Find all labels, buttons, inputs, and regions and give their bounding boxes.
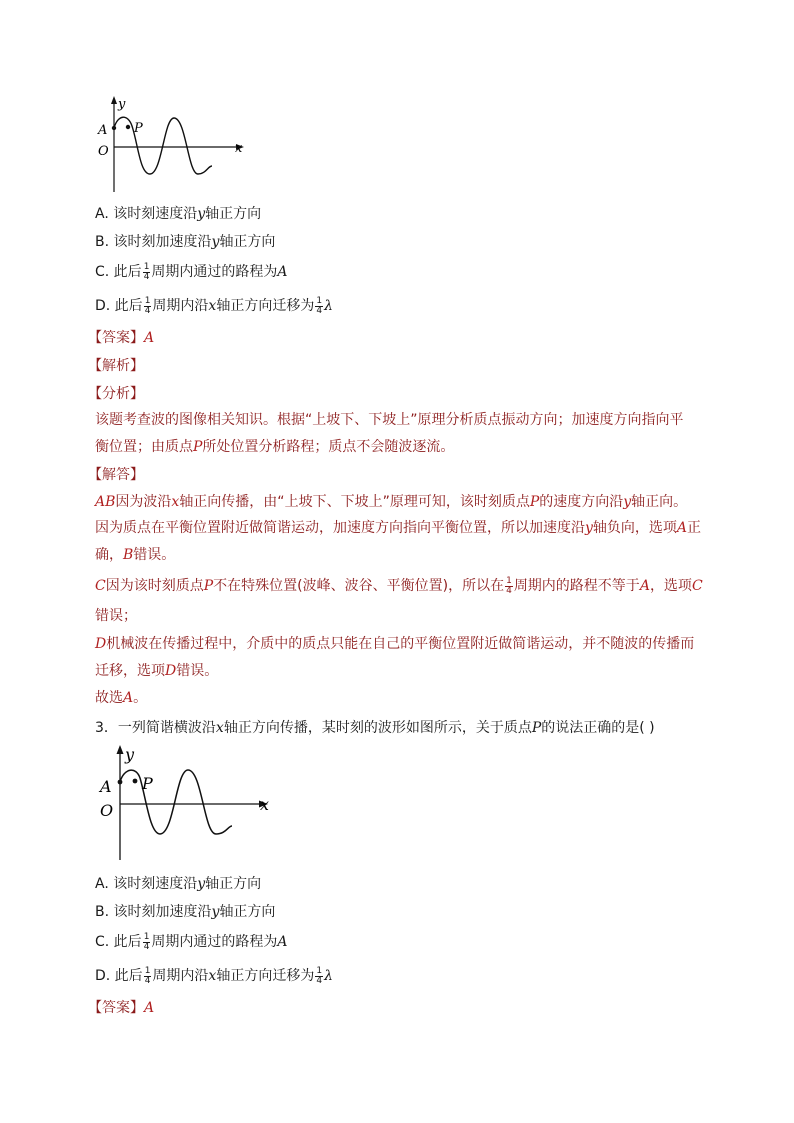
fig1-x-label: x — [235, 141, 243, 156]
fig2-x-label: x — [260, 795, 270, 814]
text-span: 轴正方向传播，某时刻的波形如图所示，关于质点 — [223, 720, 532, 736]
fig1-p-label: P — [134, 121, 143, 136]
fig2-a-label: A — [100, 777, 112, 796]
fig1-y-label: y — [118, 97, 126, 112]
text-span: 因为质点在平衡位置附近做简谐运动，加速度方向指向平衡位置，所以加速度沿 — [95, 520, 585, 536]
option-d-text: D. 此后 — [95, 298, 143, 314]
option-a-text: A. 该时刻速度沿 — [95, 876, 198, 892]
fraction-den: 4 — [316, 975, 323, 986]
fraction-num: 1 — [506, 575, 512, 586]
var-b: B — [123, 547, 134, 563]
wave-figure-2 — [92, 742, 282, 864]
option-d-var: x — [208, 298, 217, 314]
fraction-den: 4 — [316, 305, 323, 316]
q3-option-d — [95, 966, 333, 986]
q3-answer-line — [88, 998, 154, 1018]
fraction-num: 1 — [143, 261, 150, 272]
jieda-label: 【解答】 — [88, 467, 144, 483]
solution-line-7 — [95, 661, 218, 681]
wave-figure-1 — [90, 92, 250, 197]
option-d-var: x — [208, 968, 217, 984]
text-span: 。 — [133, 690, 148, 706]
text-span: 错误。 — [133, 547, 176, 563]
solution-line-4 — [95, 576, 703, 596]
option-b-suffix: 轴正方向 — [219, 234, 276, 250]
answer-label: 【答案】 — [88, 330, 144, 346]
answer-value: A — [144, 330, 155, 346]
var-a: A — [123, 690, 134, 706]
fraction-den: 4 — [144, 975, 151, 986]
q3-option-b — [95, 902, 275, 922]
fig2-o-label: O — [100, 801, 114, 820]
text-span: 所处位置分析路程；质点不会随波逐流。 — [202, 439, 455, 455]
var-p: P — [203, 578, 214, 594]
fenxi-line-1: 该题考查波的图像相关知识。根据“上坡下、下坡上”原理分析质点振动方向；加速度方向指向平 — [95, 412, 684, 428]
q3-option-c — [95, 932, 288, 952]
text-span: 错误。 — [176, 663, 219, 679]
text-span: ，选项 — [649, 578, 692, 594]
text-span: 因为该时刻质点 — [105, 578, 204, 594]
fraction-num: 1 — [144, 965, 151, 976]
option-d-mid: 周期内沿 — [152, 968, 209, 984]
fraction — [144, 967, 152, 986]
text-span: 的说法正确的是( ) — [541, 720, 655, 736]
text-span: 迁移，选项 — [95, 663, 165, 679]
text-span: 3．一列简谐横波沿 — [95, 720, 216, 736]
text-span: 轴正向传播，由“上坡下、下坡上”原理可知，该时刻质点 — [179, 494, 530, 510]
var-x: x — [215, 720, 224, 736]
option-c-var: A — [277, 264, 288, 280]
option-c-text: C. 此后 — [95, 934, 142, 950]
var-ab: AB — [95, 494, 116, 510]
var-p: P — [529, 494, 540, 510]
text-span: 的速度方向沿 — [539, 494, 624, 510]
fraction-num: 1 — [143, 931, 150, 942]
var-p: P — [193, 439, 203, 455]
text-span: 衡位置；由质点 — [95, 439, 193, 455]
fraction-num: 1 — [144, 295, 151, 306]
lambda-symbol: λ — [324, 298, 333, 314]
solution-line-3 — [95, 545, 175, 565]
solution-line-2 — [95, 518, 701, 538]
option-b-var: y — [211, 234, 220, 250]
var-p: P — [531, 720, 542, 736]
text-span: 故选 — [95, 690, 123, 706]
fraction-num: 1 — [316, 965, 323, 976]
analysis-label: 【解析】 — [88, 358, 144, 374]
option-c-mid: 周期内通过的路程为 — [151, 264, 278, 280]
option-a-var: y — [197, 206, 206, 222]
fraction — [315, 967, 323, 986]
option-d-mid2: 轴正方向迁移为 — [216, 968, 315, 984]
option-c-text: C. 此后 — [95, 264, 142, 280]
var-d: D — [95, 636, 107, 652]
fraction — [143, 933, 151, 952]
option-b — [95, 232, 275, 252]
option-a-suffix: 轴正方向 — [205, 206, 262, 222]
text-span: 不在特殊位置(波峰、波谷、平衡位置)，所以在 — [213, 578, 505, 594]
solution-line-6 — [95, 634, 694, 654]
text-span: 因为波沿 — [115, 494, 172, 510]
text-span: 轴正向。 — [631, 494, 688, 510]
var-x: x — [171, 494, 180, 510]
fig2-y-label: y — [125, 745, 135, 764]
solution-line-1 — [95, 492, 687, 512]
answer-value: A — [144, 1000, 155, 1016]
fraction — [143, 263, 151, 282]
option-c-mid: 周期内通过的路程为 — [151, 934, 278, 950]
option-d-mid: 周期内沿 — [152, 298, 209, 314]
fig1-a-label: A — [98, 123, 108, 138]
answer-line — [88, 328, 154, 348]
conclusion-line — [95, 688, 147, 708]
solution-line-5: 错误； — [95, 608, 137, 624]
var-d: D — [165, 663, 177, 679]
fraction-den: 4 — [506, 585, 512, 596]
text-span: 确， — [95, 547, 123, 563]
text-span: 正 — [687, 520, 702, 536]
q3-option-a — [95, 874, 261, 894]
fraction-den: 4 — [143, 941, 150, 952]
option-b-text: B. 该时刻加速度沿 — [95, 234, 212, 250]
fig1-o-label: O — [98, 144, 109, 159]
text-span: 周期内的路程不等于 — [513, 578, 640, 594]
var-c: C — [691, 578, 703, 594]
option-a-suffix: 轴正方向 — [205, 876, 262, 892]
option-d — [95, 296, 333, 316]
text-span: 机械波在传播过程中，介质中的质点只能在自己的平衡位置附近做简谐运动，并不随波的传播而 — [106, 636, 695, 652]
option-b-text: B. 该时刻加速度沿 — [95, 904, 212, 920]
var-a: A — [676, 520, 688, 536]
option-a — [95, 204, 261, 224]
option-a-var: y — [197, 876, 206, 892]
option-b-var: y — [211, 904, 220, 920]
answer-label: 【答案】 — [88, 1000, 144, 1016]
var-y: y — [623, 494, 632, 510]
option-b-suffix: 轴正方向 — [219, 904, 276, 920]
option-d-text: D. 此后 — [95, 968, 143, 984]
fig2-p-label: P — [142, 774, 153, 793]
option-c — [95, 262, 288, 282]
fraction — [505, 577, 513, 596]
question-3-stem — [95, 718, 655, 738]
fenxi-label: 【分析】 — [88, 386, 144, 402]
option-a-text: A. 该时刻速度沿 — [95, 206, 198, 222]
fenxi-line-2 — [95, 437, 454, 457]
lambda-symbol: λ — [324, 968, 333, 984]
var-y: y — [585, 520, 593, 536]
option-c-var: A — [277, 934, 288, 950]
fraction — [315, 297, 323, 316]
fraction-den: 4 — [144, 305, 151, 316]
fraction — [144, 297, 152, 316]
var-c: C — [95, 578, 106, 594]
option-d-mid2: 轴正方向迁移为 — [216, 298, 315, 314]
fraction-num: 1 — [316, 295, 323, 306]
text-span: 轴负向，选项 — [592, 520, 677, 536]
var-a: A — [639, 578, 650, 594]
fraction-den: 4 — [143, 271, 150, 282]
